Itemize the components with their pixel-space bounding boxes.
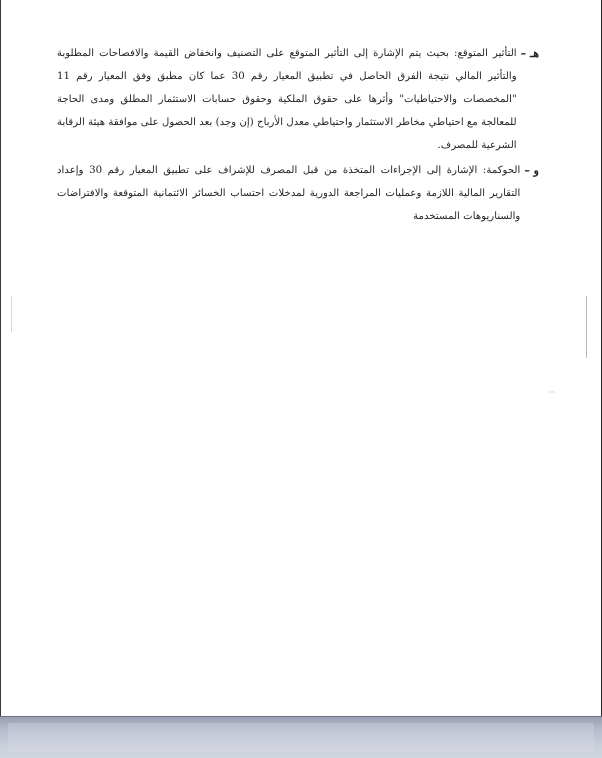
item-paragraph: الحوكمة: الإشارة إلى الإجراءات المتخذة من قبل المصرف للإشراف على تطبيق المعيار رقم 30 وإعداد التقارير المالية اللازمة وعمليات المراجعة الدورية لمدخلات احتساب الخسائر الائتمانية المتوقعة والافتراضات والسناريوهات المستخدمة bbox=[57, 165, 521, 222]
item-marker: هـ – bbox=[520, 47, 539, 60]
item-marker: و – bbox=[524, 164, 539, 177]
list-item bbox=[57, 159, 539, 228]
document-body bbox=[57, 42, 539, 230]
scan-artifact-line bbox=[11, 296, 12, 332]
scan-artifact-dots: ·· bbox=[549, 388, 555, 398]
item-paragraph: التأثير المتوقع: بحيث يتم الإشارة إلى التأثير المتوقع على التصنيف وانخفاض القيمة والافصاحات المطلوبة والتأثير المالي نتيجة الفرق الحاصل في تطبيق المعيار رقم 30 عما كان مطبق وفق المعيار رقم 11 "المخصصات والاحتياطيات" وأثرها على حقوق الملكية وحقوق حسابات الاستثمار المطلق ومدى الحاجة للمعالجة مع احتياطي مخاطر الاستثمار واحتياطي معدل الأرباح (إن وجد) بعد الحصول على موافقة هيئة الرقابة الشرعية للمصرف. bbox=[57, 48, 517, 151]
viewer-bottom-bar bbox=[0, 716, 602, 758]
viewer-bottom-bar-surface bbox=[8, 723, 594, 752]
list-item bbox=[57, 42, 539, 157]
scan-artifact-line bbox=[586, 296, 587, 358]
